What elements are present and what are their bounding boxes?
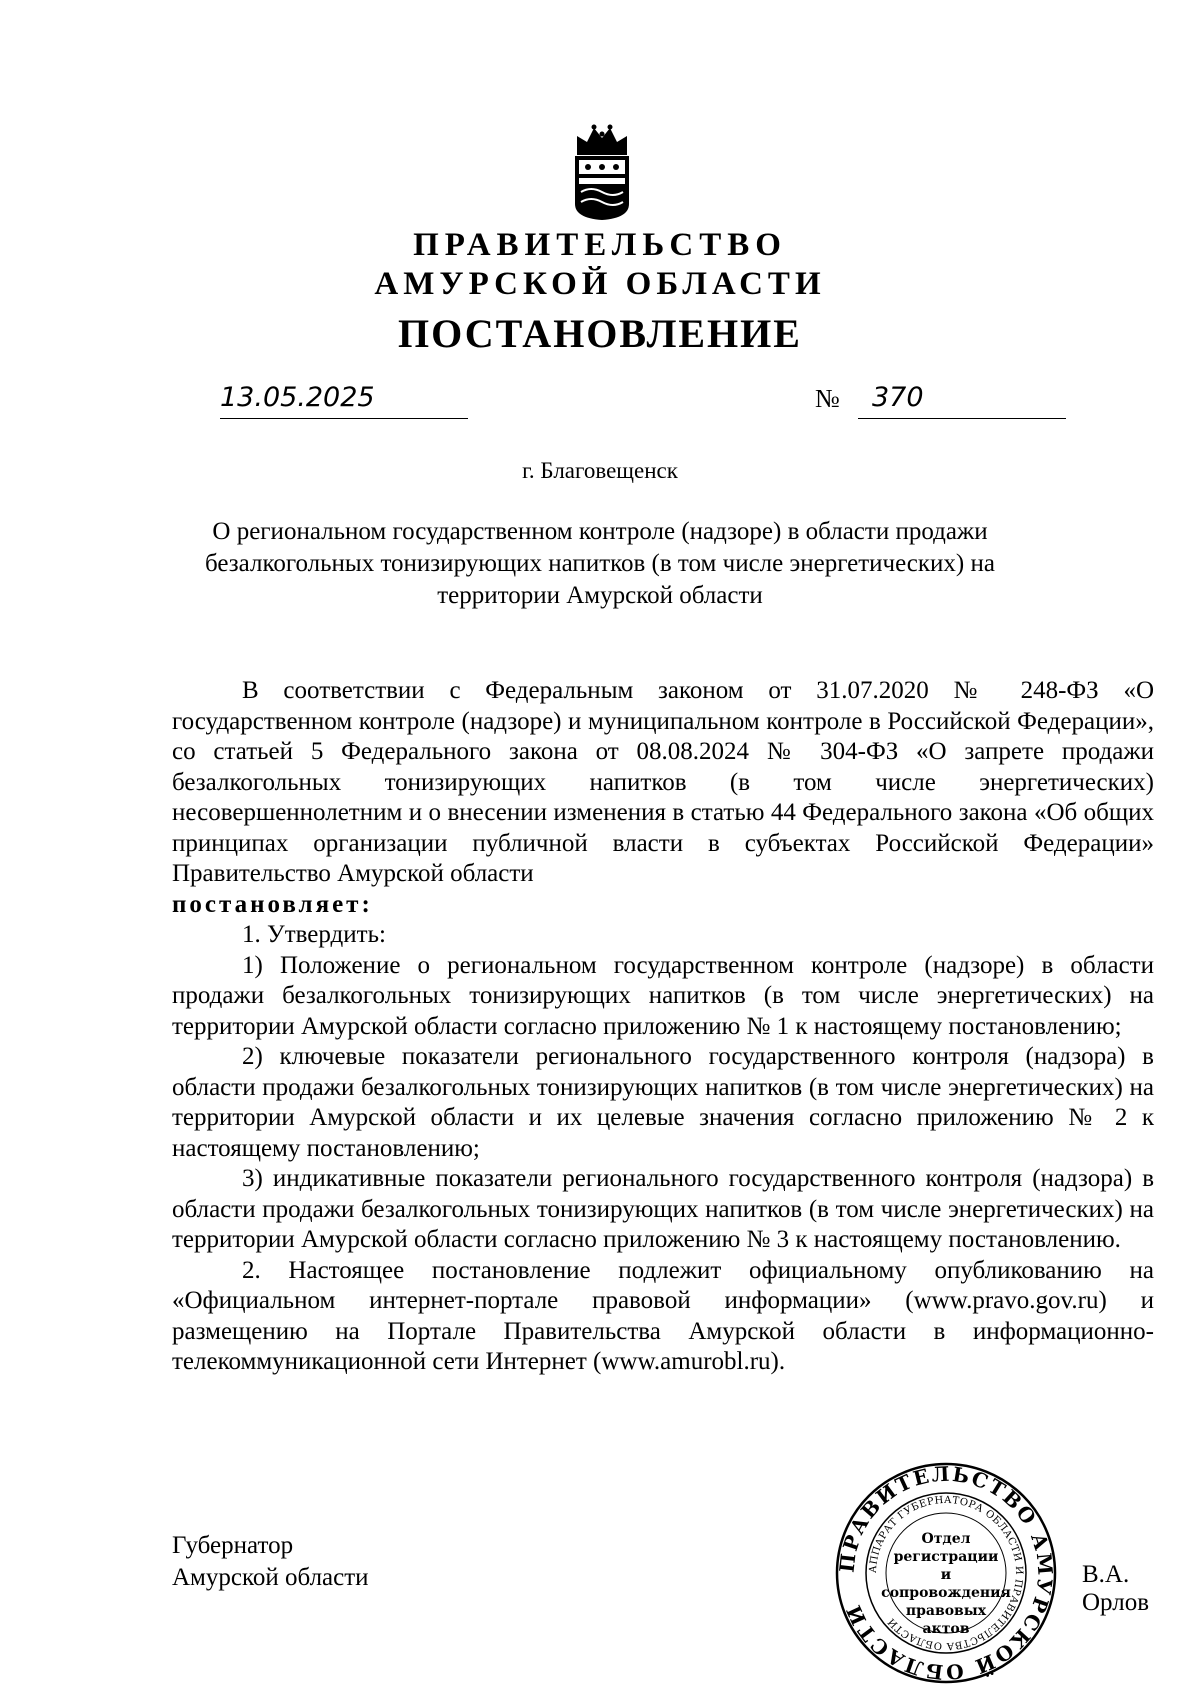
stamp-center-line: Отдел xyxy=(921,1531,971,1547)
signatory-position xyxy=(172,1530,369,1594)
item-1-1: 1) Положение о региональном государственном контроле (надзоре) в области продажи безалкогольных тонизирующих напитков (в том числе энергетических) на территории Амурской области согласно приложению № 1 к настоящему постановлению; xyxy=(172,951,1154,1040)
stamp-center-line: и сопровождения xyxy=(881,1567,1011,1601)
signatory-position-line2: Амурской области xyxy=(172,1564,369,1591)
signatory-position-line1: Губернатор xyxy=(172,1532,294,1559)
city-line: г. Благовещенск xyxy=(522,458,678,483)
number-field xyxy=(858,382,1066,419)
item-2: 2. Настоящее постановление подлежит официальному опубликованию на «Официальном интернет-портале правовой информации» (www.pravo.gov.ru) и размещению на Портале Правительства Амурской области в информационно-телекоммуникационной сети Интернет (www.amurobl.ru). xyxy=(172,1256,1154,1375)
handwritten-date: 13.05.2025 xyxy=(220,382,375,413)
item-1: 1. Утвердить: xyxy=(242,921,386,948)
stamp-center-line: правовых актов xyxy=(905,1603,987,1637)
date-field xyxy=(220,382,468,419)
number-sign: № xyxy=(815,384,840,413)
title-line: безалкогольных тонизирующих напитков (в том числе энергетических) на xyxy=(205,550,995,577)
item-1-3: 3) индикативные показатели регионального государственного контроля (надзора) в области продажи безалкогольных тонизирующих напитков (в том числе энергетических) на территории Амурской области согласно приложению № 3 к настоящему постановлению. xyxy=(172,1165,1154,1253)
handwritten-number: 370 xyxy=(872,382,924,413)
document-type-heading: ПОСТАНОВЛЕНИЕ xyxy=(398,311,802,356)
stamp-center-line: регистрации xyxy=(893,1549,999,1565)
preamble-paragraph: В соответствии с Федеральным законом от 31.07.2020 № 248-ФЗ «О государственном контроле (надзоре) и муниципальном контроле в Российской Федерации», со статьей 5 Федерального закона от 08.08.2024 № 304-ФЗ «О запрете продажи безалкогольных тонизирующих напитков (в том числе энергетических) несовершеннолетним и о внесении изменения в статью 44 Федерального закона «Об общих принципах организации публичной власти в субъектах Российской Федерации» Правительство Амурской области xyxy=(172,677,1154,887)
stamp-inner-ring-text: АППАРАТ ГУБЕРНАТОРА ОБЛАСТИ И ПРАВИТЕЛЬСТВА ОБЛАСТИ xyxy=(867,1494,1025,1652)
stamp-ring-text: ПРАВИТЕЛЬСТВО АМУРСКОЙ ОБЛАСТИ xyxy=(834,1461,1058,1685)
stamp-center-text xyxy=(880,1530,1012,1638)
item-1-2: 2) ключевые показатели регионального государственного контроля (надзора) в области продажи безалкогольных тонизирующих напитков (в том числе энергетических) на территории Амурской области и их целевые значения согласно приложению № 2 к настоящему постановлению; xyxy=(172,1043,1154,1162)
resolves-keyword: постановляет: xyxy=(172,890,373,918)
coat-of-arms-icon xyxy=(569,122,635,222)
government-name-line2: АМУРСКОЙ ОБЛАСТИ xyxy=(374,266,826,302)
document-body xyxy=(172,676,1154,1378)
government-name-line1: ПРАВИТЕЛЬСТВО xyxy=(413,227,787,263)
resolution-title xyxy=(200,516,1000,612)
title-line: территории Амурской области xyxy=(437,582,763,609)
signatory-name: В.А. Орлов xyxy=(1082,1561,1150,1616)
title-line: О региональном государственном контроле (надзоре) в области продажи xyxy=(212,518,988,545)
